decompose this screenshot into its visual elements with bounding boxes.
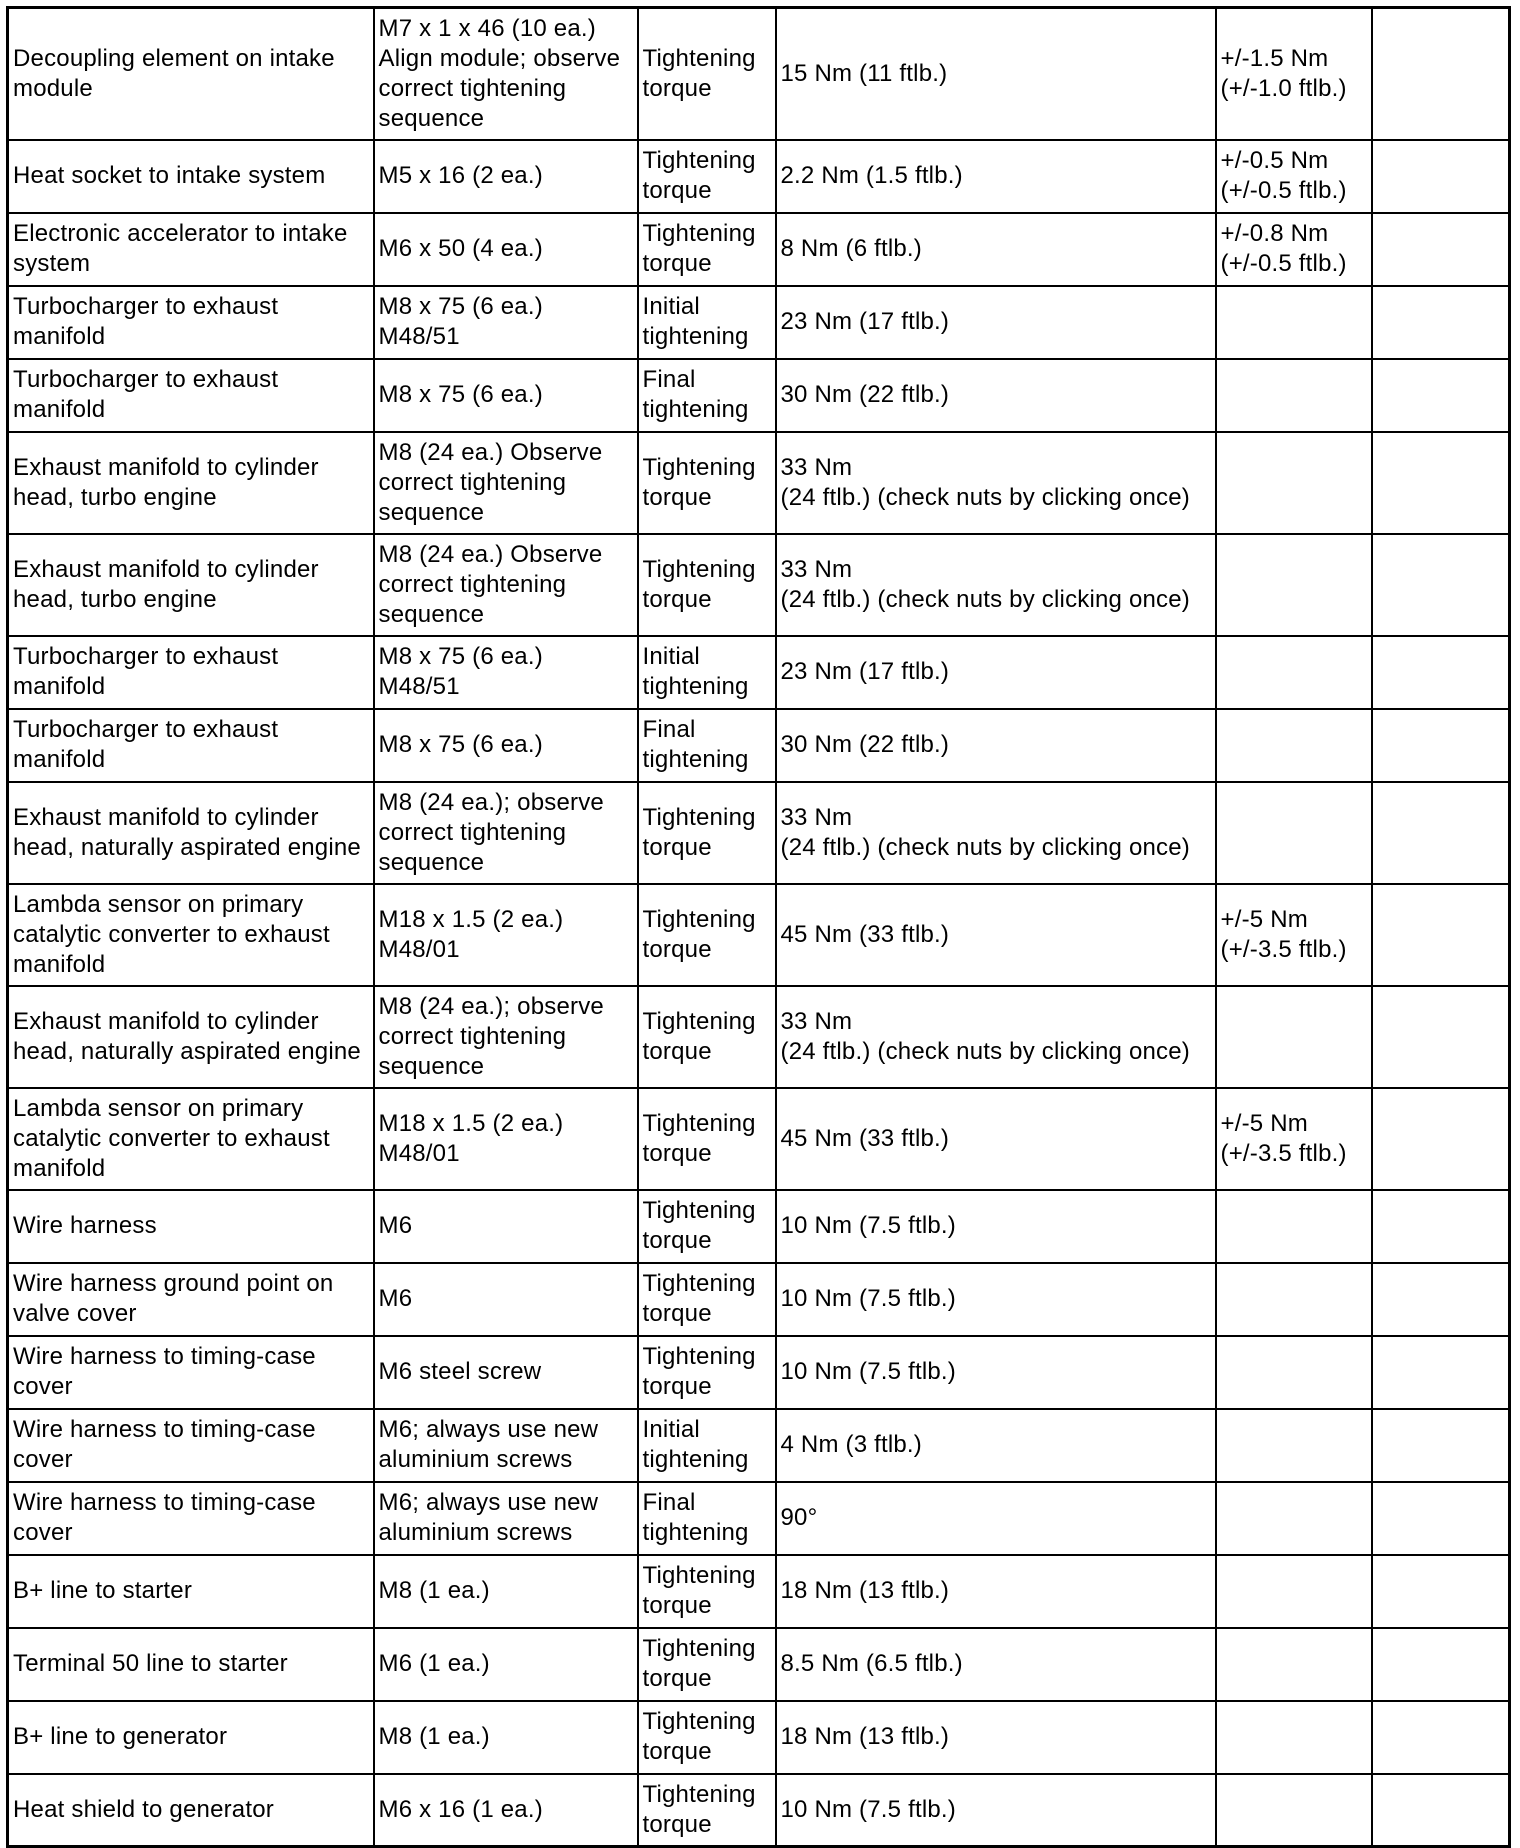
component-cell: Heat socket to intake system bbox=[8, 140, 374, 213]
table-row bbox=[8, 213, 1510, 286]
tolerance-cell bbox=[1216, 534, 1372, 636]
table-row bbox=[8, 1628, 1510, 1701]
torque-value-cell: 18 Nm (13 ftlb.) bbox=[776, 1555, 1216, 1628]
method-cell: Tightening torque bbox=[638, 884, 776, 986]
method-cell: Tightening torque bbox=[638, 534, 776, 636]
table-row bbox=[8, 8, 1510, 140]
fastener-cell: M8 (1 ea.) bbox=[374, 1555, 638, 1628]
extra-cell bbox=[1372, 140, 1510, 213]
table-row bbox=[8, 884, 1510, 986]
fastener-cell: M8 (24 ea.) Observe correct tightening sequence bbox=[374, 534, 638, 636]
torque-value-cell: 33 Nm (24 ftlb.) (check nuts by clicking once) bbox=[776, 432, 1216, 534]
table-row bbox=[8, 1336, 1510, 1409]
fastener-cell: M7 x 1 x 46 (10 ea.) Align module; observe correct tightening sequence bbox=[374, 8, 638, 140]
extra-cell bbox=[1372, 1409, 1510, 1482]
method-cell: Tightening torque bbox=[638, 1336, 776, 1409]
extra-cell bbox=[1372, 1190, 1510, 1263]
extra-cell bbox=[1372, 636, 1510, 709]
table-row bbox=[8, 636, 1510, 709]
tolerance-cell: +/-0.5 Nm (+/-0.5 ftlb.) bbox=[1216, 140, 1372, 213]
method-cell: Tightening torque bbox=[638, 140, 776, 213]
method-cell: Final tightening bbox=[638, 1482, 776, 1555]
torque-value-cell: 8 Nm (6 ftlb.) bbox=[776, 213, 1216, 286]
extra-cell bbox=[1372, 534, 1510, 636]
fastener-cell: M18 x 1.5 (2 ea.) M48/01 bbox=[374, 1088, 638, 1190]
table-row bbox=[8, 1088, 1510, 1190]
extra-cell bbox=[1372, 1482, 1510, 1555]
fastener-cell: M8 (1 ea.) bbox=[374, 1701, 638, 1774]
component-cell: Heat shield to generator bbox=[8, 1774, 374, 1847]
fastener-cell: M18 x 1.5 (2 ea.) M48/01 bbox=[374, 884, 638, 986]
component-cell: Wire harness to timing-case cover bbox=[8, 1409, 374, 1482]
extra-cell bbox=[1372, 782, 1510, 884]
torque-value-cell: 18 Nm (13 ftlb.) bbox=[776, 1701, 1216, 1774]
torque-value-cell: 45 Nm (33 ftlb.) bbox=[776, 1088, 1216, 1190]
method-cell: Initial tightening bbox=[638, 636, 776, 709]
component-cell: Wire harness to timing-case cover bbox=[8, 1482, 374, 1555]
method-cell: Initial tightening bbox=[638, 286, 776, 359]
tolerance-cell bbox=[1216, 1336, 1372, 1409]
table-row bbox=[8, 1190, 1510, 1263]
extra-cell bbox=[1372, 1701, 1510, 1774]
fastener-cell: M6 steel screw bbox=[374, 1336, 638, 1409]
method-cell: Final tightening bbox=[638, 359, 776, 432]
fastener-cell: M6 x 50 (4 ea.) bbox=[374, 213, 638, 286]
component-cell: Turbocharger to exhaust manifold bbox=[8, 709, 374, 782]
torque-value-cell: 30 Nm (22 ftlb.) bbox=[776, 359, 1216, 432]
component-cell: Wire harness to timing-case cover bbox=[8, 1336, 374, 1409]
table-row bbox=[8, 432, 1510, 534]
fastener-cell: M6 (1 ea.) bbox=[374, 1628, 638, 1701]
fastener-cell: M5 x 16 (2 ea.) bbox=[374, 140, 638, 213]
extra-cell bbox=[1372, 1774, 1510, 1847]
torque-value-cell: 10 Nm (7.5 ftlb.) bbox=[776, 1190, 1216, 1263]
tolerance-cell: +/-5 Nm (+/-3.5 ftlb.) bbox=[1216, 884, 1372, 986]
extra-cell bbox=[1372, 1555, 1510, 1628]
component-cell: B+ line to starter bbox=[8, 1555, 374, 1628]
fastener-cell: M8 x 75 (6 ea.) bbox=[374, 359, 638, 432]
table-row bbox=[8, 986, 1510, 1088]
torque-value-cell: 30 Nm (22 ftlb.) bbox=[776, 709, 1216, 782]
table-row bbox=[8, 359, 1510, 432]
table-row bbox=[8, 534, 1510, 636]
method-cell: Tightening torque bbox=[638, 213, 776, 286]
method-cell: Initial tightening bbox=[638, 1409, 776, 1482]
torque-value-cell: 4 Nm (3 ftlb.) bbox=[776, 1409, 1216, 1482]
method-cell: Tightening torque bbox=[638, 1263, 776, 1336]
extra-cell bbox=[1372, 432, 1510, 534]
extra-cell bbox=[1372, 884, 1510, 986]
table-row bbox=[8, 1482, 1510, 1555]
component-cell: Turbocharger to exhaust manifold bbox=[8, 286, 374, 359]
component-cell: Electronic accelerator to intake system bbox=[8, 213, 374, 286]
table-row bbox=[8, 709, 1510, 782]
extra-cell bbox=[1372, 1336, 1510, 1409]
fastener-cell: M8 x 75 (6 ea.) bbox=[374, 709, 638, 782]
extra-cell bbox=[1372, 213, 1510, 286]
tolerance-cell: +/-5 Nm (+/-3.5 ftlb.) bbox=[1216, 1088, 1372, 1190]
torque-value-cell: 10 Nm (7.5 ftlb.) bbox=[776, 1336, 1216, 1409]
torque-value-cell: 2.2 Nm (1.5 ftlb.) bbox=[776, 140, 1216, 213]
tolerance-cell bbox=[1216, 709, 1372, 782]
fastener-cell: M8 (24 ea.); observe correct tightening sequence bbox=[374, 782, 638, 884]
table-row bbox=[8, 140, 1510, 213]
table-row bbox=[8, 782, 1510, 884]
fastener-cell: M6; always use new aluminium screws bbox=[374, 1482, 638, 1555]
method-cell: Tightening torque bbox=[638, 1190, 776, 1263]
method-cell: Tightening torque bbox=[638, 1555, 776, 1628]
method-cell: Tightening torque bbox=[638, 1628, 776, 1701]
fastener-cell: M6; always use new aluminium screws bbox=[374, 1409, 638, 1482]
method-cell: Tightening torque bbox=[638, 1701, 776, 1774]
tolerance-cell bbox=[1216, 1555, 1372, 1628]
table-row bbox=[8, 286, 1510, 359]
torque-value-cell: 33 Nm (24 ftlb.) (check nuts by clicking once) bbox=[776, 534, 1216, 636]
component-cell: Wire harness bbox=[8, 1190, 374, 1263]
tolerance-cell bbox=[1216, 1628, 1372, 1701]
component-cell: Lambda sensor on primary catalytic converter to exhaust manifold bbox=[8, 884, 374, 986]
method-cell: Tightening torque bbox=[638, 1088, 776, 1190]
extra-cell bbox=[1372, 286, 1510, 359]
extra-cell bbox=[1372, 8, 1510, 140]
extra-cell bbox=[1372, 1628, 1510, 1701]
extra-cell bbox=[1372, 359, 1510, 432]
method-cell: Tightening torque bbox=[638, 1774, 776, 1847]
component-cell: Turbocharger to exhaust manifold bbox=[8, 359, 374, 432]
fastener-cell: M8 x 75 (6 ea.) M48/51 bbox=[374, 286, 638, 359]
method-cell: Final tightening bbox=[638, 709, 776, 782]
component-cell: B+ line to generator bbox=[8, 1701, 374, 1774]
method-cell: Tightening torque bbox=[638, 432, 776, 534]
tolerance-cell bbox=[1216, 359, 1372, 432]
fastener-cell: M8 (24 ea.); observe correct tightening sequence bbox=[374, 986, 638, 1088]
tolerance-cell bbox=[1216, 636, 1372, 709]
torque-value-cell: 33 Nm (24 ftlb.) (check nuts by clicking once) bbox=[776, 782, 1216, 884]
method-cell: Tightening torque bbox=[638, 8, 776, 140]
component-cell: Exhaust manifold to cylinder head, turbo engine bbox=[8, 534, 374, 636]
tolerance-cell bbox=[1216, 1263, 1372, 1336]
torque-spec-table bbox=[6, 6, 1511, 1848]
method-cell: Tightening torque bbox=[638, 986, 776, 1088]
table-row bbox=[8, 1555, 1510, 1628]
table-row bbox=[8, 1774, 1510, 1847]
component-cell: Exhaust manifold to cylinder head, naturally aspirated engine bbox=[8, 986, 374, 1088]
fastener-cell: M8 (24 ea.) Observe correct tightening sequence bbox=[374, 432, 638, 534]
tolerance-cell bbox=[1216, 1774, 1372, 1847]
tolerance-cell bbox=[1216, 1190, 1372, 1263]
extra-cell bbox=[1372, 709, 1510, 782]
torque-value-cell: 10 Nm (7.5 ftlb.) bbox=[776, 1263, 1216, 1336]
table-row bbox=[8, 1409, 1510, 1482]
tolerance-cell: +/-1.5 Nm (+/-1.0 ftlb.) bbox=[1216, 8, 1372, 140]
tolerance-cell bbox=[1216, 432, 1372, 534]
torque-value-cell: 15 Nm (11 ftlb.) bbox=[776, 8, 1216, 140]
tolerance-cell bbox=[1216, 986, 1372, 1088]
torque-value-cell: 10 Nm (7.5 ftlb.) bbox=[776, 1774, 1216, 1847]
fastener-cell: M8 x 75 (6 ea.) M48/51 bbox=[374, 636, 638, 709]
extra-cell bbox=[1372, 986, 1510, 1088]
component-cell: Turbocharger to exhaust manifold bbox=[8, 636, 374, 709]
table-body bbox=[8, 8, 1510, 1847]
fastener-cell: M6 bbox=[374, 1263, 638, 1336]
component-cell: Exhaust manifold to cylinder head, naturally aspirated engine bbox=[8, 782, 374, 884]
torque-value-cell: 90° bbox=[776, 1482, 1216, 1555]
tolerance-cell bbox=[1216, 782, 1372, 884]
extra-cell bbox=[1372, 1088, 1510, 1190]
torque-value-cell: 23 Nm (17 ftlb.) bbox=[776, 286, 1216, 359]
fastener-cell: M6 bbox=[374, 1190, 638, 1263]
tolerance-cell bbox=[1216, 1701, 1372, 1774]
component-cell: Terminal 50 line to starter bbox=[8, 1628, 374, 1701]
table-row bbox=[8, 1263, 1510, 1336]
table-row bbox=[8, 1701, 1510, 1774]
torque-value-cell: 8.5 Nm (6.5 ftlb.) bbox=[776, 1628, 1216, 1701]
component-cell: Lambda sensor on primary catalytic converter to exhaust manifold bbox=[8, 1088, 374, 1190]
extra-cell bbox=[1372, 1263, 1510, 1336]
torque-value-cell: 33 Nm (24 ftlb.) (check nuts by clicking once) bbox=[776, 986, 1216, 1088]
tolerance-cell bbox=[1216, 1482, 1372, 1555]
method-cell: Tightening torque bbox=[638, 782, 776, 884]
tolerance-cell bbox=[1216, 286, 1372, 359]
torque-value-cell: 45 Nm (33 ftlb.) bbox=[776, 884, 1216, 986]
fastener-cell: M6 x 16 (1 ea.) bbox=[374, 1774, 638, 1847]
component-cell: Exhaust manifold to cylinder head, turbo engine bbox=[8, 432, 374, 534]
tolerance-cell: +/-0.8 Nm (+/-0.5 ftlb.) bbox=[1216, 213, 1372, 286]
tolerance-cell bbox=[1216, 1409, 1372, 1482]
torque-value-cell: 23 Nm (17 ftlb.) bbox=[776, 636, 1216, 709]
component-cell: Wire harness ground point on valve cover bbox=[8, 1263, 374, 1336]
component-cell: Decoupling element on intake module bbox=[8, 8, 374, 140]
